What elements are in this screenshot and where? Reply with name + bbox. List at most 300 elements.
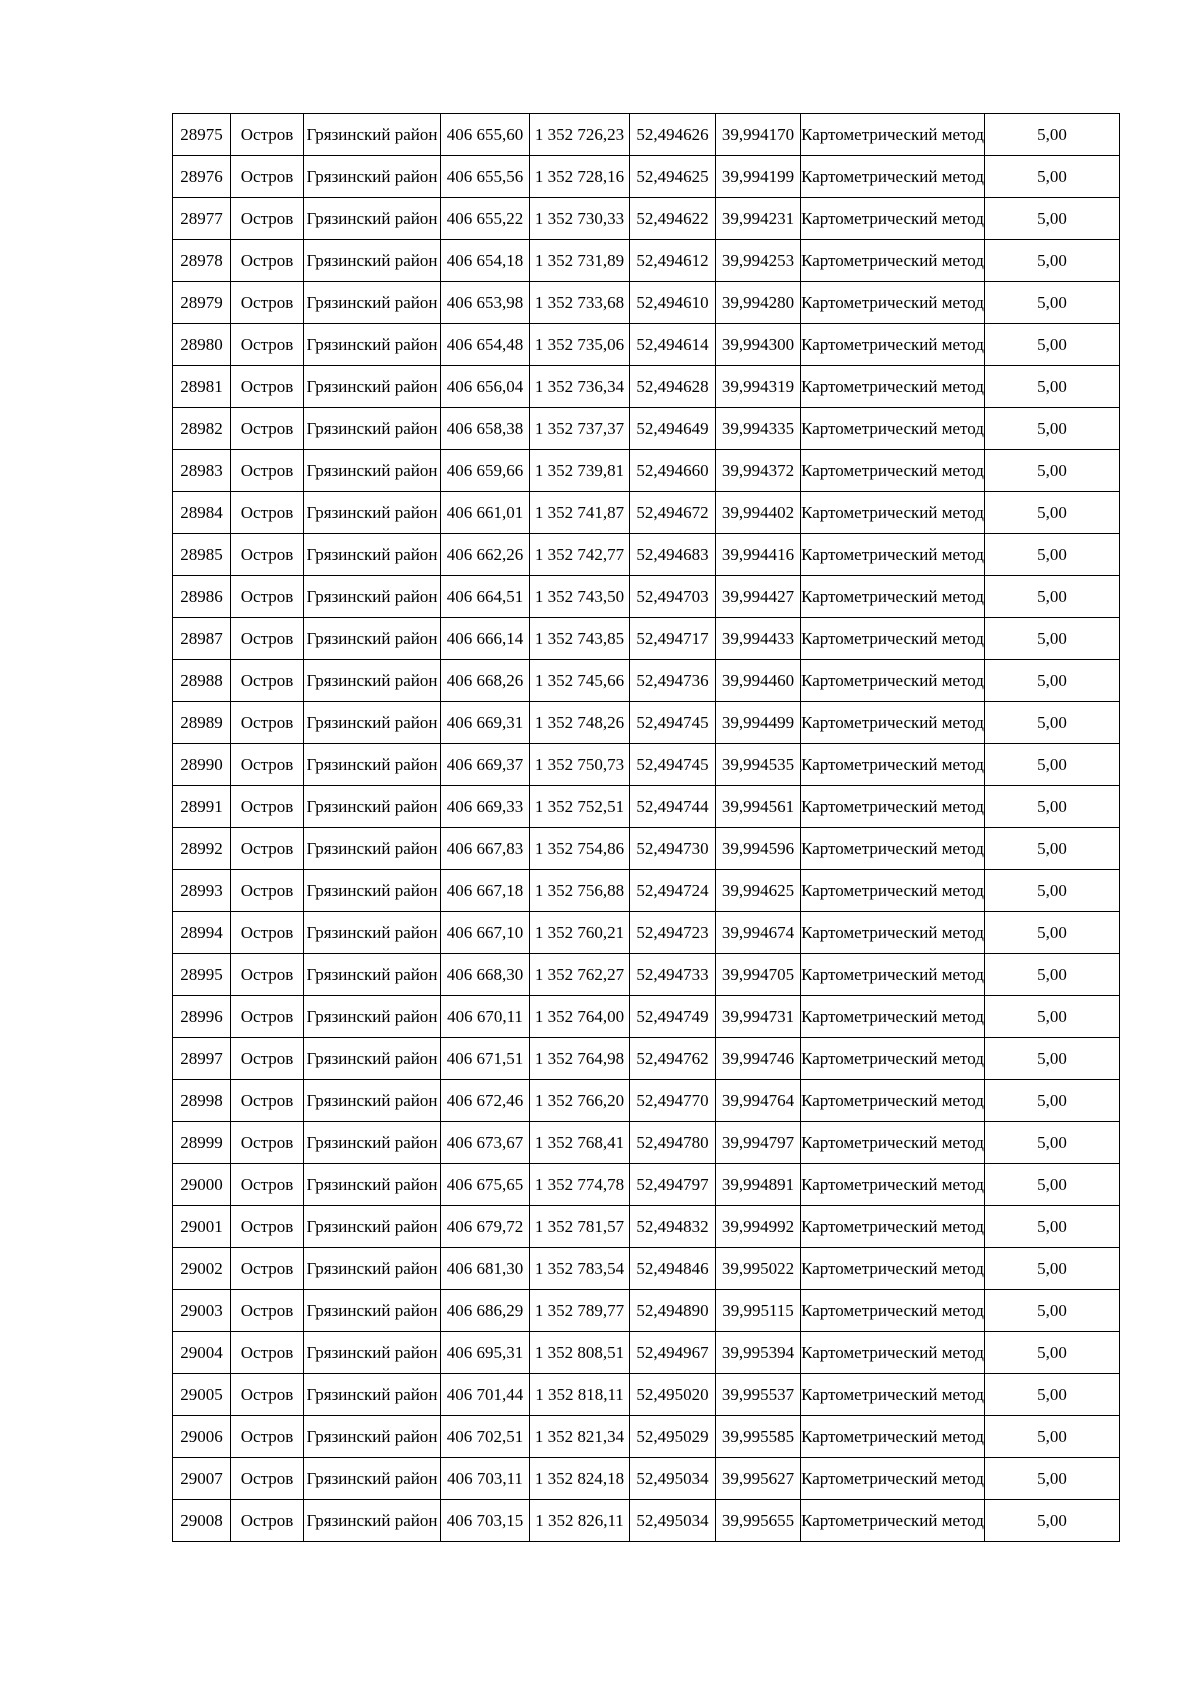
table-row — [173, 702, 1120, 744]
object-name-cell: Остров — [231, 408, 304, 450]
table-row — [173, 1500, 1120, 1542]
longitude-cell: 39,995022 — [716, 1248, 801, 1290]
y-coordinate-cell: 1 352 748,26 — [530, 702, 630, 744]
method-cell: Картометрический метод — [801, 240, 985, 282]
point-number-cell: 28997 — [173, 1038, 231, 1080]
method-cell: Картометрический метод — [801, 1122, 985, 1164]
x-coordinate-cell: 406 668,30 — [441, 954, 530, 996]
y-coordinate-cell: 1 352 826,11 — [530, 1500, 630, 1542]
x-coordinate-cell: 406 654,18 — [441, 240, 530, 282]
method-cell: Картометрический метод — [801, 366, 985, 408]
x-coordinate-cell: 406 661,01 — [441, 492, 530, 534]
accuracy-cell: 5,00 — [985, 366, 1120, 408]
table-row — [173, 156, 1120, 198]
longitude-cell: 39,994596 — [716, 828, 801, 870]
latitude-cell: 52,494610 — [630, 282, 716, 324]
x-coordinate-cell: 406 668,26 — [441, 660, 530, 702]
accuracy-cell: 5,00 — [985, 576, 1120, 618]
point-number-cell: 28996 — [173, 996, 231, 1038]
longitude-cell: 39,994253 — [716, 240, 801, 282]
x-coordinate-cell: 406 666,14 — [441, 618, 530, 660]
district-cell: Грязинский район — [304, 954, 441, 996]
object-name-cell: Остров — [231, 1164, 304, 1206]
object-name-cell: Остров — [231, 324, 304, 366]
latitude-cell: 52,495020 — [630, 1374, 716, 1416]
longitude-cell: 39,994705 — [716, 954, 801, 996]
latitude-cell: 52,494622 — [630, 198, 716, 240]
object-name-cell: Остров — [231, 576, 304, 618]
y-coordinate-cell: 1 352 756,88 — [530, 870, 630, 912]
district-cell: Грязинский район — [304, 1122, 441, 1164]
table-body — [173, 114, 1120, 1542]
latitude-cell: 52,494723 — [630, 912, 716, 954]
y-coordinate-cell: 1 352 735,06 — [530, 324, 630, 366]
district-cell: Грязинский район — [304, 1206, 441, 1248]
method-cell: Картометрический метод — [801, 870, 985, 912]
method-cell: Картометрический метод — [801, 324, 985, 366]
x-coordinate-cell: 406 658,38 — [441, 408, 530, 450]
accuracy-cell: 5,00 — [985, 1080, 1120, 1122]
district-cell: Грязинский район — [304, 870, 441, 912]
point-number-cell: 28994 — [173, 912, 231, 954]
table-row — [173, 1164, 1120, 1206]
object-name-cell: Остров — [231, 744, 304, 786]
longitude-cell: 39,994280 — [716, 282, 801, 324]
table-row — [173, 1458, 1120, 1500]
x-coordinate-cell: 406 695,31 — [441, 1332, 530, 1374]
accuracy-cell: 5,00 — [985, 618, 1120, 660]
latitude-cell: 52,494625 — [630, 156, 716, 198]
accuracy-cell: 5,00 — [985, 1248, 1120, 1290]
latitude-cell: 52,495034 — [630, 1458, 716, 1500]
object-name-cell: Остров — [231, 1500, 304, 1542]
x-coordinate-cell: 406 701,44 — [441, 1374, 530, 1416]
longitude-cell: 39,994731 — [716, 996, 801, 1038]
y-coordinate-cell: 1 352 745,66 — [530, 660, 630, 702]
x-coordinate-cell: 406 653,98 — [441, 282, 530, 324]
x-coordinate-cell: 406 655,22 — [441, 198, 530, 240]
point-number-cell: 28977 — [173, 198, 231, 240]
object-name-cell: Остров — [231, 534, 304, 576]
district-cell: Грязинский район — [304, 618, 441, 660]
object-name-cell: Остров — [231, 996, 304, 1038]
method-cell: Картометрический метод — [801, 1374, 985, 1416]
y-coordinate-cell: 1 352 736,34 — [530, 366, 630, 408]
district-cell: Грязинский район — [304, 1290, 441, 1332]
latitude-cell: 52,494797 — [630, 1164, 716, 1206]
longitude-cell: 39,994170 — [716, 114, 801, 156]
accuracy-cell: 5,00 — [985, 870, 1120, 912]
district-cell: Грязинский район — [304, 660, 441, 702]
y-coordinate-cell: 1 352 741,87 — [530, 492, 630, 534]
y-coordinate-cell: 1 352 750,73 — [530, 744, 630, 786]
latitude-cell: 52,494733 — [630, 954, 716, 996]
object-name-cell: Остров — [231, 786, 304, 828]
x-coordinate-cell: 406 656,04 — [441, 366, 530, 408]
longitude-cell: 39,994402 — [716, 492, 801, 534]
object-name-cell: Остров — [231, 1458, 304, 1500]
longitude-cell: 39,994460 — [716, 660, 801, 702]
object-name-cell: Остров — [231, 870, 304, 912]
object-name-cell: Остров — [231, 282, 304, 324]
object-name-cell: Остров — [231, 492, 304, 534]
y-coordinate-cell: 1 352 824,18 — [530, 1458, 630, 1500]
point-number-cell: 29000 — [173, 1164, 231, 1206]
latitude-cell: 52,495029 — [630, 1416, 716, 1458]
table-row — [173, 576, 1120, 618]
district-cell: Грязинский район — [304, 912, 441, 954]
object-name-cell: Остров — [231, 1248, 304, 1290]
longitude-cell: 39,994625 — [716, 870, 801, 912]
district-cell: Грязинский район — [304, 702, 441, 744]
object-name-cell: Остров — [231, 114, 304, 156]
longitude-cell: 39,995585 — [716, 1416, 801, 1458]
x-coordinate-cell: 406 703,15 — [441, 1500, 530, 1542]
y-coordinate-cell: 1 352 730,33 — [530, 198, 630, 240]
point-number-cell: 28981 — [173, 366, 231, 408]
accuracy-cell: 5,00 — [985, 492, 1120, 534]
method-cell: Картометрический метод — [801, 912, 985, 954]
latitude-cell: 52,494717 — [630, 618, 716, 660]
point-number-cell: 28987 — [173, 618, 231, 660]
y-coordinate-cell: 1 352 789,77 — [530, 1290, 630, 1332]
x-coordinate-cell: 406 670,11 — [441, 996, 530, 1038]
y-coordinate-cell: 1 352 774,78 — [530, 1164, 630, 1206]
table-row — [173, 870, 1120, 912]
accuracy-cell: 5,00 — [985, 240, 1120, 282]
point-number-cell: 29004 — [173, 1332, 231, 1374]
accuracy-cell: 5,00 — [985, 1122, 1120, 1164]
table-row — [173, 114, 1120, 156]
latitude-cell: 52,494614 — [630, 324, 716, 366]
latitude-cell: 52,494626 — [630, 114, 716, 156]
object-name-cell: Остров — [231, 198, 304, 240]
longitude-cell: 39,995537 — [716, 1374, 801, 1416]
accuracy-cell: 5,00 — [985, 786, 1120, 828]
district-cell: Грязинский район — [304, 114, 441, 156]
district-cell: Грязинский район — [304, 366, 441, 408]
y-coordinate-cell: 1 352 766,20 — [530, 1080, 630, 1122]
latitude-cell: 52,494770 — [630, 1080, 716, 1122]
method-cell: Картометрический метод — [801, 198, 985, 240]
point-number-cell: 28995 — [173, 954, 231, 996]
table-row — [173, 324, 1120, 366]
latitude-cell: 52,494683 — [630, 534, 716, 576]
x-coordinate-cell: 406 669,31 — [441, 702, 530, 744]
latitude-cell: 52,494612 — [630, 240, 716, 282]
x-coordinate-cell: 406 673,67 — [441, 1122, 530, 1164]
method-cell: Картометрический метод — [801, 660, 985, 702]
latitude-cell: 52,494730 — [630, 828, 716, 870]
table-row — [173, 492, 1120, 534]
district-cell: Грязинский район — [304, 1500, 441, 1542]
table-row — [173, 198, 1120, 240]
object-name-cell: Остров — [231, 702, 304, 744]
longitude-cell: 39,994372 — [716, 450, 801, 492]
x-coordinate-cell: 406 655,60 — [441, 114, 530, 156]
method-cell: Картометрический метод — [801, 1458, 985, 1500]
point-number-cell: 28984 — [173, 492, 231, 534]
table-row — [173, 660, 1120, 702]
longitude-cell: 39,994416 — [716, 534, 801, 576]
table-row — [173, 366, 1120, 408]
accuracy-cell: 5,00 — [985, 534, 1120, 576]
longitude-cell: 39,995627 — [716, 1458, 801, 1500]
district-cell: Грязинский район — [304, 1080, 441, 1122]
object-name-cell: Остров — [231, 1206, 304, 1248]
y-coordinate-cell: 1 352 728,16 — [530, 156, 630, 198]
accuracy-cell: 5,00 — [985, 1416, 1120, 1458]
table-row — [173, 408, 1120, 450]
longitude-cell: 39,994300 — [716, 324, 801, 366]
method-cell: Картометрический метод — [801, 996, 985, 1038]
object-name-cell: Остров — [231, 1374, 304, 1416]
x-coordinate-cell: 406 667,18 — [441, 870, 530, 912]
y-coordinate-cell: 1 352 808,51 — [530, 1332, 630, 1374]
y-coordinate-cell: 1 352 783,54 — [530, 1248, 630, 1290]
point-number-cell: 28980 — [173, 324, 231, 366]
accuracy-cell: 5,00 — [985, 912, 1120, 954]
district-cell: Грязинский район — [304, 408, 441, 450]
longitude-cell: 39,994891 — [716, 1164, 801, 1206]
accuracy-cell: 5,00 — [985, 828, 1120, 870]
method-cell: Картометрический метод — [801, 156, 985, 198]
longitude-cell: 39,994561 — [716, 786, 801, 828]
district-cell: Грязинский район — [304, 828, 441, 870]
x-coordinate-cell: 406 667,83 — [441, 828, 530, 870]
table-row — [173, 534, 1120, 576]
table-row — [173, 1038, 1120, 1080]
longitude-cell: 39,994746 — [716, 1038, 801, 1080]
latitude-cell: 52,494660 — [630, 450, 716, 492]
district-cell: Грязинский район — [304, 1332, 441, 1374]
object-name-cell: Остров — [231, 1332, 304, 1374]
x-coordinate-cell: 406 655,56 — [441, 156, 530, 198]
x-coordinate-cell: 406 654,48 — [441, 324, 530, 366]
latitude-cell: 52,494703 — [630, 576, 716, 618]
longitude-cell: 39,994231 — [716, 198, 801, 240]
district-cell: Грязинский район — [304, 1374, 441, 1416]
y-coordinate-cell: 1 352 743,50 — [530, 576, 630, 618]
table-row — [173, 282, 1120, 324]
table-row — [173, 1248, 1120, 1290]
accuracy-cell: 5,00 — [985, 114, 1120, 156]
accuracy-cell: 5,00 — [985, 1374, 1120, 1416]
latitude-cell: 52,494744 — [630, 786, 716, 828]
method-cell: Картометрический метод — [801, 450, 985, 492]
x-coordinate-cell: 406 659,66 — [441, 450, 530, 492]
district-cell: Грязинский район — [304, 240, 441, 282]
longitude-cell: 39,994427 — [716, 576, 801, 618]
latitude-cell: 52,494649 — [630, 408, 716, 450]
accuracy-cell: 5,00 — [985, 450, 1120, 492]
longitude-cell: 39,994499 — [716, 702, 801, 744]
table-row — [173, 996, 1120, 1038]
district-cell: Грязинский район — [304, 576, 441, 618]
district-cell: Грязинский район — [304, 450, 441, 492]
latitude-cell: 52,494832 — [630, 1206, 716, 1248]
latitude-cell: 52,495034 — [630, 1500, 716, 1542]
method-cell: Картометрический метод — [801, 114, 985, 156]
longitude-cell: 39,994992 — [716, 1206, 801, 1248]
longitude-cell: 39,994535 — [716, 744, 801, 786]
latitude-cell: 52,494672 — [630, 492, 716, 534]
method-cell: Картометрический метод — [801, 492, 985, 534]
object-name-cell: Остров — [231, 240, 304, 282]
latitude-cell: 52,494967 — [630, 1332, 716, 1374]
y-coordinate-cell: 1 352 762,27 — [530, 954, 630, 996]
method-cell: Картометрический метод — [801, 1332, 985, 1374]
point-number-cell: 29005 — [173, 1374, 231, 1416]
x-coordinate-cell: 406 686,29 — [441, 1290, 530, 1332]
method-cell: Картометрический метод — [801, 408, 985, 450]
point-number-cell: 28990 — [173, 744, 231, 786]
accuracy-cell: 5,00 — [985, 1500, 1120, 1542]
point-number-cell: 28999 — [173, 1122, 231, 1164]
point-number-cell: 28976 — [173, 156, 231, 198]
table-row — [173, 1290, 1120, 1332]
method-cell: Картометрический метод — [801, 1416, 985, 1458]
x-coordinate-cell: 406 667,10 — [441, 912, 530, 954]
point-number-cell: 28989 — [173, 702, 231, 744]
district-cell: Грязинский район — [304, 1038, 441, 1080]
method-cell: Картометрический метод — [801, 576, 985, 618]
y-coordinate-cell: 1 352 752,51 — [530, 786, 630, 828]
latitude-cell: 52,494749 — [630, 996, 716, 1038]
accuracy-cell: 5,00 — [985, 324, 1120, 366]
method-cell: Картометрический метод — [801, 702, 985, 744]
accuracy-cell: 5,00 — [985, 996, 1120, 1038]
y-coordinate-cell: 1 352 739,81 — [530, 450, 630, 492]
longitude-cell: 39,994674 — [716, 912, 801, 954]
x-coordinate-cell: 406 679,72 — [441, 1206, 530, 1248]
y-coordinate-cell: 1 352 742,77 — [530, 534, 630, 576]
table-row — [173, 240, 1120, 282]
latitude-cell: 52,494736 — [630, 660, 716, 702]
accuracy-cell: 5,00 — [985, 282, 1120, 324]
method-cell: Картометрический метод — [801, 1206, 985, 1248]
accuracy-cell: 5,00 — [985, 702, 1120, 744]
longitude-cell: 39,995655 — [716, 1500, 801, 1542]
method-cell: Картометрический метод — [801, 1164, 985, 1206]
district-cell: Грязинский район — [304, 198, 441, 240]
district-cell: Грязинский район — [304, 744, 441, 786]
method-cell: Картометрический метод — [801, 1500, 985, 1542]
object-name-cell: Остров — [231, 912, 304, 954]
accuracy-cell: 5,00 — [985, 660, 1120, 702]
table-row — [173, 744, 1120, 786]
y-coordinate-cell: 1 352 754,86 — [530, 828, 630, 870]
point-number-cell: 28992 — [173, 828, 231, 870]
district-cell: Грязинский район — [304, 1164, 441, 1206]
object-name-cell: Остров — [231, 828, 304, 870]
coordinates-table — [172, 113, 1120, 1542]
district-cell: Грязинский район — [304, 1248, 441, 1290]
point-number-cell: 29007 — [173, 1458, 231, 1500]
longitude-cell: 39,994335 — [716, 408, 801, 450]
district-cell: Грязинский район — [304, 492, 441, 534]
y-coordinate-cell: 1 352 760,21 — [530, 912, 630, 954]
y-coordinate-cell: 1 352 764,00 — [530, 996, 630, 1038]
x-coordinate-cell: 406 662,26 — [441, 534, 530, 576]
object-name-cell: Остров — [231, 1122, 304, 1164]
point-number-cell: 28986 — [173, 576, 231, 618]
accuracy-cell: 5,00 — [985, 954, 1120, 996]
district-cell: Грязинский район — [304, 156, 441, 198]
y-coordinate-cell: 1 352 733,68 — [530, 282, 630, 324]
point-number-cell: 29001 — [173, 1206, 231, 1248]
latitude-cell: 52,494628 — [630, 366, 716, 408]
method-cell: Картометрический метод — [801, 534, 985, 576]
method-cell: Картометрический метод — [801, 1290, 985, 1332]
point-number-cell: 28978 — [173, 240, 231, 282]
point-number-cell: 28998 — [173, 1080, 231, 1122]
latitude-cell: 52,494762 — [630, 1038, 716, 1080]
table-row — [173, 1206, 1120, 1248]
table-row — [173, 954, 1120, 996]
object-name-cell: Остров — [231, 1290, 304, 1332]
point-number-cell: 28991 — [173, 786, 231, 828]
method-cell: Картометрический метод — [801, 1038, 985, 1080]
accuracy-cell: 5,00 — [985, 156, 1120, 198]
accuracy-cell: 5,00 — [985, 1038, 1120, 1080]
accuracy-cell: 5,00 — [985, 1164, 1120, 1206]
longitude-cell: 39,995394 — [716, 1332, 801, 1374]
object-name-cell: Остров — [231, 1038, 304, 1080]
y-coordinate-cell: 1 352 737,37 — [530, 408, 630, 450]
table-row — [173, 912, 1120, 954]
y-coordinate-cell: 1 352 731,89 — [530, 240, 630, 282]
point-number-cell: 28979 — [173, 282, 231, 324]
longitude-cell: 39,995115 — [716, 1290, 801, 1332]
point-number-cell: 29002 — [173, 1248, 231, 1290]
table-row — [173, 1374, 1120, 1416]
point-number-cell: 29008 — [173, 1500, 231, 1542]
x-coordinate-cell: 406 702,51 — [441, 1416, 530, 1458]
y-coordinate-cell: 1 352 821,34 — [530, 1416, 630, 1458]
object-name-cell: Остров — [231, 660, 304, 702]
object-name-cell: Остров — [231, 618, 304, 660]
point-number-cell: 29006 — [173, 1416, 231, 1458]
x-coordinate-cell: 406 664,51 — [441, 576, 530, 618]
y-coordinate-cell: 1 352 781,57 — [530, 1206, 630, 1248]
longitude-cell: 39,994319 — [716, 366, 801, 408]
x-coordinate-cell: 406 669,37 — [441, 744, 530, 786]
method-cell: Картометрический метод — [801, 954, 985, 996]
x-coordinate-cell: 406 675,65 — [441, 1164, 530, 1206]
object-name-cell: Остров — [231, 1416, 304, 1458]
table-row — [173, 618, 1120, 660]
accuracy-cell: 5,00 — [985, 198, 1120, 240]
table-row — [173, 1080, 1120, 1122]
latitude-cell: 52,494890 — [630, 1290, 716, 1332]
object-name-cell: Остров — [231, 954, 304, 996]
x-coordinate-cell: 406 671,51 — [441, 1038, 530, 1080]
accuracy-cell: 5,00 — [985, 1458, 1120, 1500]
point-number-cell: 28985 — [173, 534, 231, 576]
point-number-cell: 28982 — [173, 408, 231, 450]
longitude-cell: 39,994797 — [716, 1122, 801, 1164]
accuracy-cell: 5,00 — [985, 1206, 1120, 1248]
object-name-cell: Остров — [231, 450, 304, 492]
district-cell: Грязинский район — [304, 1416, 441, 1458]
district-cell: Грязинский район — [304, 534, 441, 576]
x-coordinate-cell: 406 669,33 — [441, 786, 530, 828]
x-coordinate-cell: 406 672,46 — [441, 1080, 530, 1122]
object-name-cell: Остров — [231, 366, 304, 408]
table-row — [173, 786, 1120, 828]
x-coordinate-cell: 406 703,11 — [441, 1458, 530, 1500]
